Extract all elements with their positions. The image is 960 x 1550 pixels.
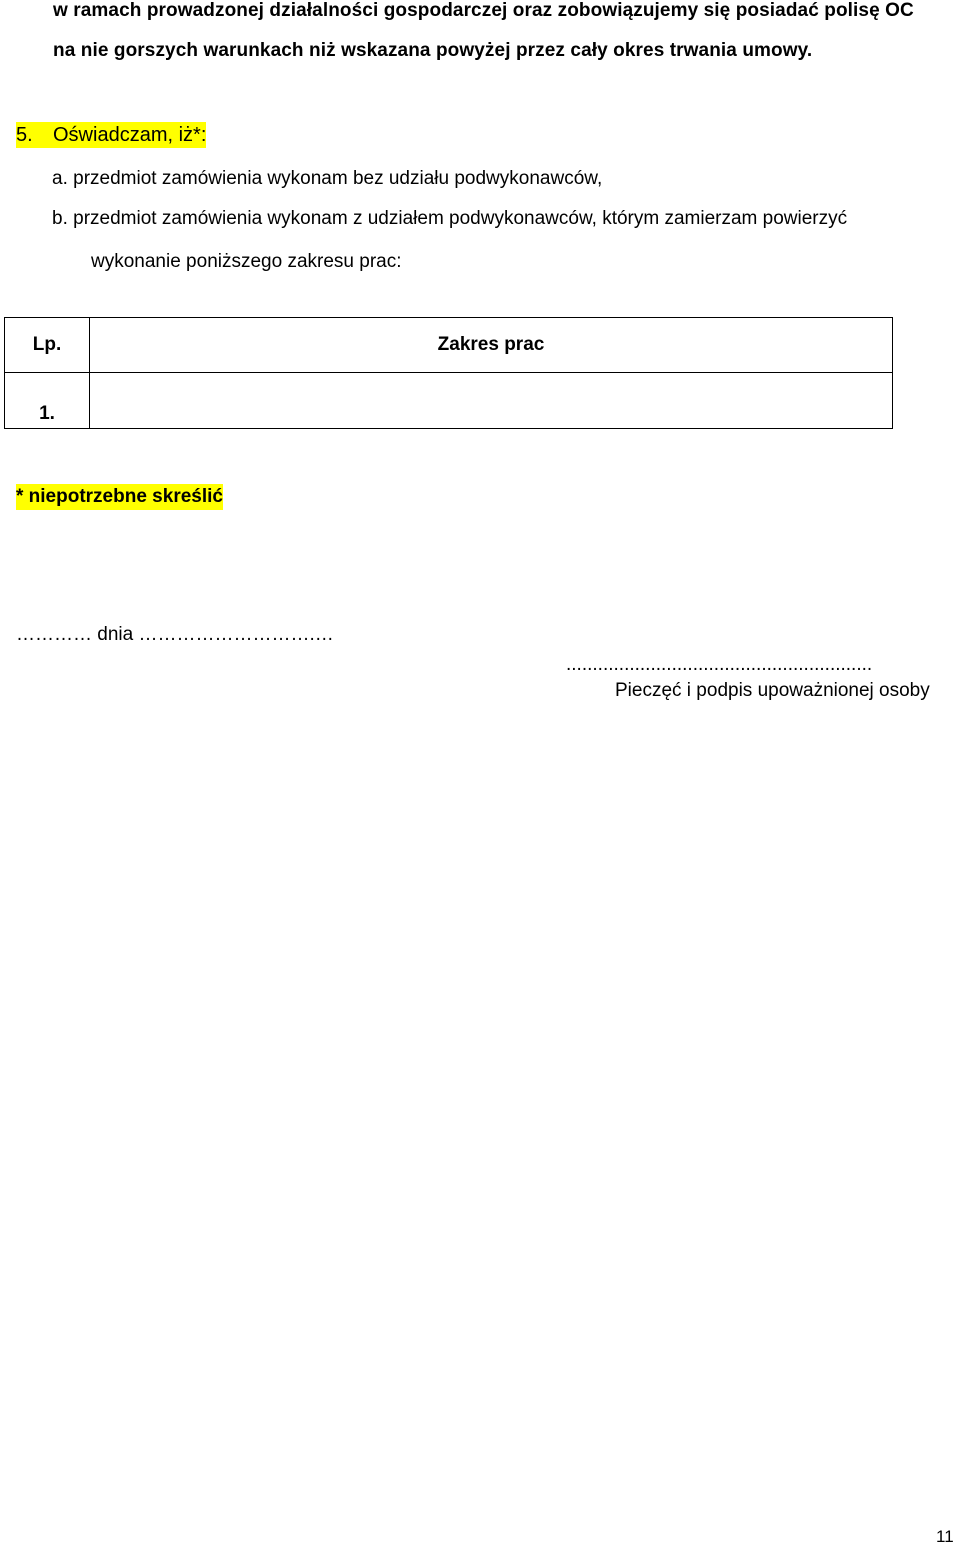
intro-text-line-2: na nie gorszych warunkach niż wskazana powyżej przez cały okres trwania umowy. xyxy=(53,40,813,61)
page-number: 11 xyxy=(936,1527,954,1546)
option-a-text: a. przedmiot zamówienia wykonam bez udziału podwykonawców, xyxy=(52,168,603,189)
intro-text-line-1: w ramach prowadzonej działalności gospodarczej oraz zobowiązujemy się posiadać polisę OC xyxy=(53,0,914,21)
table-row xyxy=(5,373,893,429)
option-b-text: b. przedmiot zamówienia wykonam z udziałem podwykonawców, którym zamierzam powierzyć xyxy=(52,208,848,229)
section-heading xyxy=(16,122,206,148)
section-heading-text: Oświadczam, iż*: xyxy=(53,124,207,146)
option-b-continuation: wykonanie poniższego zakresu prac: xyxy=(91,251,402,272)
date-line: ………… dnia ……………………….… xyxy=(16,624,334,645)
table-cell-zakres[interactable] xyxy=(90,373,893,429)
column-header-zakres: Zakres prac xyxy=(90,318,893,373)
table-header-row xyxy=(5,318,893,373)
section-number: 5. xyxy=(16,124,33,146)
footnote: * niepotrzebne skreślić xyxy=(16,484,223,510)
signature-dots: .......................................................... xyxy=(566,654,873,675)
subcontract-scope-table xyxy=(4,317,893,429)
table-cell-lp: 1. xyxy=(5,373,90,429)
column-header-lp: Lp. xyxy=(5,318,90,373)
signature-caption: Pieczęć i podpis upoważnionej osoby xyxy=(615,680,930,701)
